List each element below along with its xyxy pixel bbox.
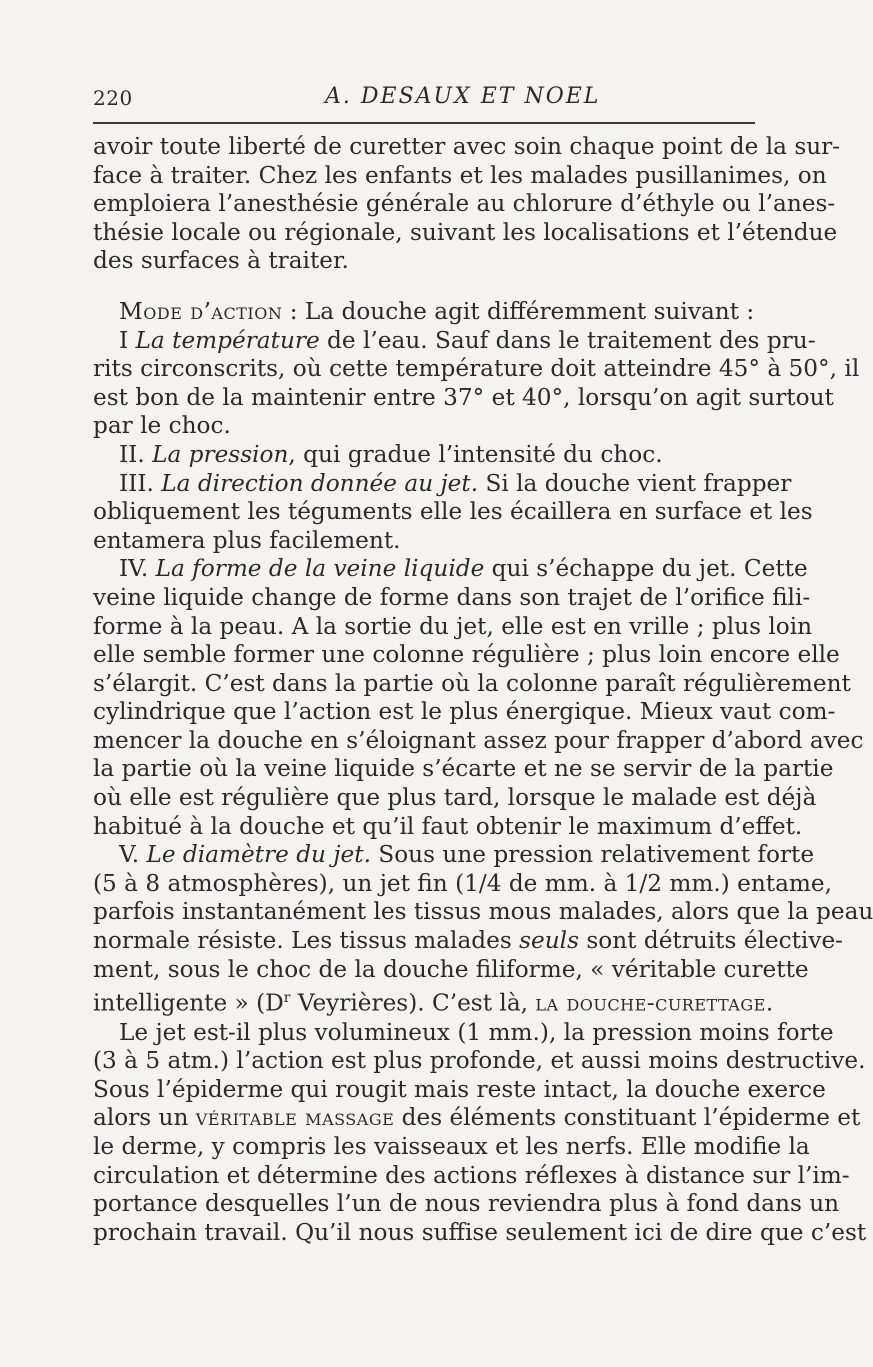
text-run: normale résiste. Les tissus malades xyxy=(93,927,520,955)
text-line: cylindrique que l’action est le plus énergique. Mieux vaut com- xyxy=(93,698,836,726)
item-i-line xyxy=(93,326,816,356)
text-line: par le choc. xyxy=(93,412,231,440)
text-line: veine liquide change de forme dans son trajet de l’orifice fili- xyxy=(93,583,811,611)
text-line: des surfaces à traiter. xyxy=(93,247,349,275)
item-rest: qui s’échappe du jet. Cette xyxy=(484,555,808,583)
text-line: où elle est régulière que plus tard, lorsque le malade est déjà xyxy=(93,784,817,812)
item-number: III. xyxy=(119,469,162,497)
item-title: La pression xyxy=(152,440,289,468)
item-rest: de l’eau. Sauf dans le traitement des pru- xyxy=(319,326,816,354)
text-line: (5 à 8 atmosphères), un jet fin (1/4 de mm. à 1/2 mm.) entame, xyxy=(93,869,832,897)
text-run: Veyrières). C’est là, xyxy=(290,989,536,1017)
item-number: V. xyxy=(119,841,147,869)
heading-rest: : La douche agit différemment suivant : xyxy=(282,297,755,325)
text-run: des éléments constituant l’épiderme et xyxy=(394,1104,861,1132)
item-iv-line xyxy=(93,555,808,584)
text-line: la partie où la veine liquide s’écarte et ne se servir de la partie xyxy=(93,755,834,783)
body-text xyxy=(93,133,873,1247)
running-head: A. DESAUX ET NOEL xyxy=(325,84,601,109)
paragraph-gap xyxy=(93,276,755,298)
small-caps-term: la douche-curettage. xyxy=(535,989,774,1017)
item-number: I xyxy=(119,326,136,354)
text-line: mencer la douche en s’éloignant assez pour frapper d’abord avec xyxy=(93,726,864,754)
item-rest: , qui gradue l’intensité du choc. xyxy=(288,440,663,468)
item-title: La direction donnée au jet. xyxy=(161,469,479,497)
text-line: rits circonscrits, où cette température doit atteindre 45° à 50°, il xyxy=(93,355,860,383)
text-line: s’élargit. C’est dans la partie où la colonne paraît régulièrement xyxy=(93,669,851,697)
text-line: circulation et détermine des actions réflexes à distance sur l’im- xyxy=(93,1161,850,1189)
item-number: IV. xyxy=(119,555,156,583)
text-line: portance desquelles l’un de nous reviendra plus à fond dans un xyxy=(93,1190,840,1218)
text-line: est bon de la maintenir entre 37° et 40°, lorsqu’on agit surtout xyxy=(93,383,834,411)
small-caps-term: véritable massage xyxy=(195,1104,395,1132)
text-line: le derme, y compris les vaisseaux et les nerfs. Elle modifie la xyxy=(93,1132,810,1160)
text-line: (3 à 5 atm.) l’action est plus profonde, et aussi moins destructive. xyxy=(93,1047,866,1075)
text-line xyxy=(93,984,774,1018)
text-run: sont détruits élective- xyxy=(579,927,843,955)
text-line: entamera plus facilement. xyxy=(93,526,401,554)
text-line: Le jet est-il plus volumineux (1 mm.), la pression moins forte xyxy=(119,1018,834,1046)
item-title: La forme de la veine liquide xyxy=(155,555,485,583)
text-line: avoir toute liberté de curetter avec soin chaque point de la sur- xyxy=(93,133,841,160)
section-heading-line xyxy=(93,298,755,327)
item-v-line xyxy=(93,841,815,870)
header-rule xyxy=(93,122,755,124)
text-line: ment, sous le choc de la douche filiforme, « véritable curette xyxy=(93,955,809,983)
item-number: II. xyxy=(119,440,153,468)
page-header xyxy=(93,82,755,116)
item-title: Le diamètre du jet. xyxy=(146,841,371,869)
text-line: prochain travail. Qu’il nous suffise seulement ici de dire que c’est xyxy=(93,1218,867,1246)
text-line xyxy=(93,1104,861,1133)
item-ii-line xyxy=(93,441,755,470)
item-iii-line xyxy=(93,469,792,499)
text-line: habitué à la douche et qu’il faut obtenir le maximum d’effet. xyxy=(93,812,803,840)
item-rest: Sous une pression relativement forte xyxy=(370,841,815,869)
item-title: La température xyxy=(135,326,320,354)
text-line: face à traiter. Chez les enfants et les malades pusillanimes, on xyxy=(93,161,827,189)
text-line: Sous l’épiderme qui rougit mais reste intact, la douche exerce xyxy=(93,1075,826,1103)
emphasis: seuls xyxy=(519,927,579,955)
text-run: intelligente » (D xyxy=(93,989,284,1017)
text-line: forme à la peau. A la sortie du jet, elle est en vrille ; plus loin xyxy=(93,612,813,640)
text-line: obliquement les téguments elle les écaillera en surface et les xyxy=(93,498,813,526)
page-number: 220 xyxy=(93,86,133,110)
text-line: emploiera l’anesthésie générale au chlorure d’éthyle ou l’anes- xyxy=(93,190,836,218)
text-run: alors un xyxy=(93,1104,196,1132)
text-line: parfois instantanément les tissus mous malades, alors que la peau xyxy=(93,898,873,926)
section-heading: Mode d’action xyxy=(119,297,283,325)
text-line xyxy=(93,927,843,956)
item-rest: Si la douche vient frapper xyxy=(478,469,792,497)
superscript: r xyxy=(283,990,291,1007)
text-line: elle semble former une colonne régulière ; plus loin encore elle xyxy=(93,641,840,669)
text-line: thésie locale ou régionale, suivant les localisations et l’étendue xyxy=(93,218,838,246)
